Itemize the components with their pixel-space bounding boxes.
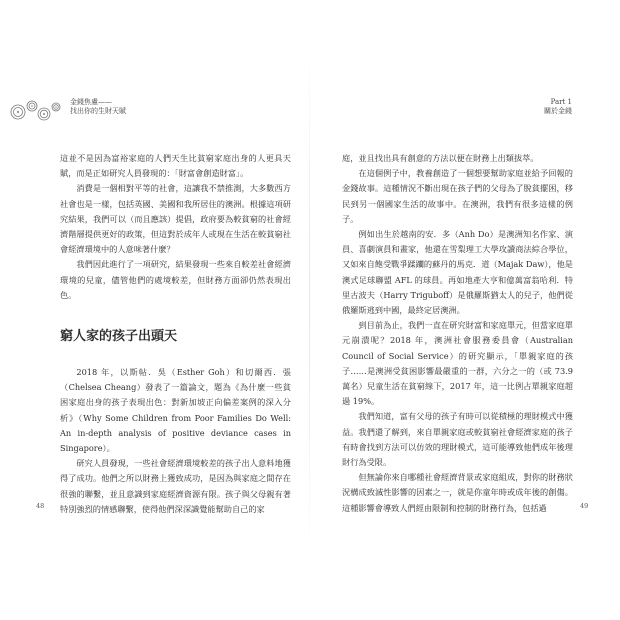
right-paragraph-4: 到目前為止，我們一直在研究財富和家庭單元，但當家庭單元崩潰呢？2018 年，澳洲社會服務委員會（Australian Council of Social Service）的研究顯示，「單親家庭的孩子……是澳洲受貧困影響最嚴重的一群，六分之一的（或 73.9 萬名）兒童生活在貧窮線下，2017 年，這一比例占單親家庭超過 19%。	[342, 320, 573, 407]
right-header-line2: 關於金錢	[544, 107, 572, 115]
right-paragraph-2: 在這個例子中，教養創造了一個想要幫助家庭並給予回報的金錢故事。這種情況不斷出現在孩子們的父母為了脫貧擺困，移民到另一個國家生活的故事中。在澳洲，我們有很多這樣的例子。	[342, 168, 573, 224]
right-page-body	[342, 151, 573, 516]
right-paragraph-1: 庭，並且找出具有創意的方法以便在財務上出類拔萃。	[342, 153, 539, 163]
section-heading: 窮人家的孩子出頭天	[60, 329, 178, 345]
left-header-line2: 找出你的生財天賦	[70, 107, 126, 115]
left-running-header	[8, 96, 148, 126]
right-paragraph-6: 但無論你來自哪種社會經濟背景或家庭組成，對你的財務狀況構成致滅性影響的因素之一，就是你童年時或成年後的創傷。這種影響會導致人們經由限制和控制的財務行為，包括過	[342, 472, 573, 513]
left-paragraph-5: 研究人員發現，一些社會經濟環境較差的孩子出人意料地獲得了成功。他們之所以財務上獲致成功，是因為與家庭之間存在很強的聯繫，並且意識到家庭經濟資源有限。孩子與父母親有著特別強烈的情感聯繫，使得他們深深識覺能幫助自己的家	[60, 458, 291, 514]
left-page-number: 48	[36, 502, 45, 510]
right-page-number: 49	[580, 502, 589, 510]
right-running-header	[544, 98, 572, 116]
left-header-text	[70, 98, 126, 116]
left-paragraph-1: 這並不是因為富裕家庭的人們天生比貧窮家庭出身的人更具天賦，而是正如研究人員發現的：「財富會創造財富」。	[60, 153, 291, 179]
right-paragraph-5: 我們知道，富有父母的孩子有時可以從積極的理財模式中獲益。我們還了解到，來自單親家庭或較貧窮社會經濟家庭的孩子有時會找到方法可以仿效的理財模式，這可能導致他們成年後理財行為受限。	[342, 411, 573, 468]
left-paragraph-3: 我們因此進行了一項研究，結果發現一些來自較差社會經濟環境的兒童，儘管他們的處境較差，但財務方面卻仍然表現出色。	[60, 259, 291, 300]
page-gutter	[309, 40, 310, 560]
left-header-line1: 金錢焦慮——	[70, 98, 112, 106]
left-paragraph-2: 消費是一個相對平等的社會，這讓我不禁推測，大多數西方社會也是一樣，包括英國、美國和我所居住的澳洲。根據這項研究結果，我們可以（而且應該）提倡，政府要為較貧窮的社會經濟階層提供更好的政策，但這對於成年人或現在生活在較貧窮社會經濟環境中的人意味著什麼？	[60, 183, 291, 255]
left-paragraph-4: 2018 年，以斯帖．吳（Esther Goh）和切爾西．張（Chelsea Cheang）發表了一篇論文，題為《為什麼一些貧困家庭出身的孩子表現出色：對新加坡正向偏差案例的深入分析》（Why Some Children from Poor Families Do Well: An in-depth analysis of positive deviance cases in Singapore）。	[60, 367, 291, 454]
right-header-line1: Part 1	[550, 98, 572, 106]
right-paragraph-3: 例如出生於越南的安．多（Anh Do）是澳洲知名作家、演員、喜劇演員和畫家，他還在雪梨理工大學攻讀商法綜合學位，又如來自飽受戰爭蹂躪的蘇丹的馬克．道（Majak Daw），他是澳式足球聯盟 AFL 的球員。再如地產大亨和億萬富翁哈利．特里古波夫（Harry Triguboff）是俄羅斯猶太人的兒子，他們從俄羅斯逃到中國，最終定居澳洲。	[342, 229, 573, 316]
left-page-body	[60, 151, 291, 517]
coins-logo-icon	[8, 98, 66, 126]
